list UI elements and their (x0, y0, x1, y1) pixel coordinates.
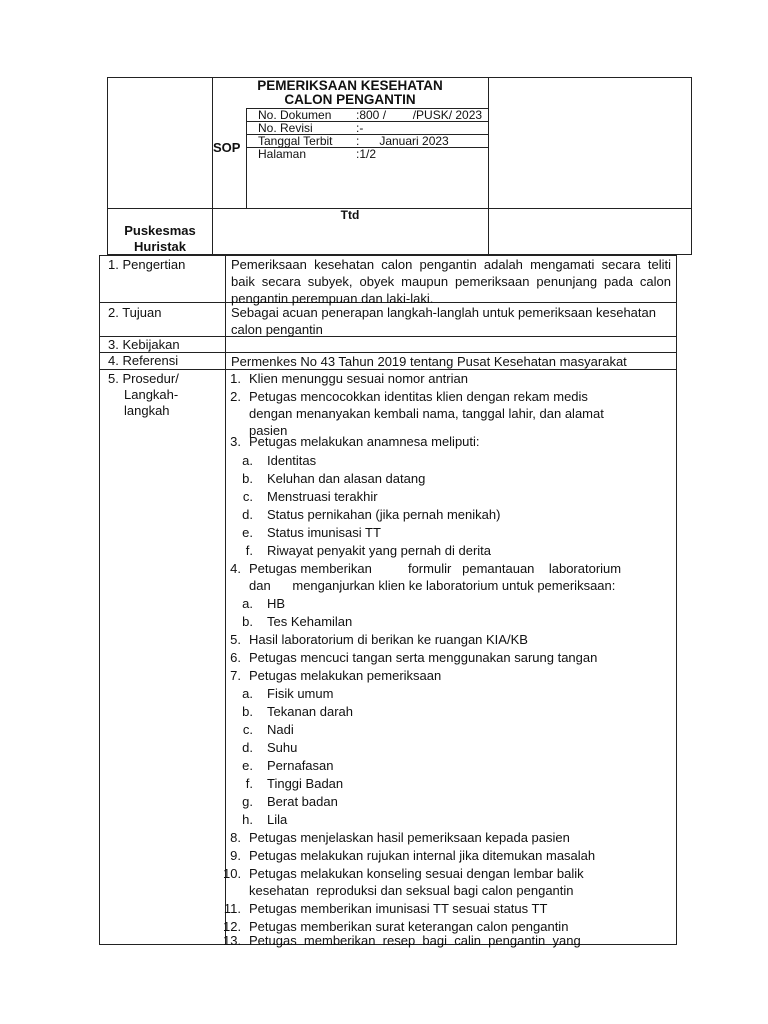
document-title (212, 78, 488, 107)
step-number: b. (242, 614, 253, 629)
step-number: 4. (230, 561, 241, 576)
step-number: b. (242, 704, 253, 719)
step-text: kesehatan reproduksi dan seksual bagi calon pengantin (249, 883, 574, 898)
step-number: 10. (223, 866, 242, 881)
step-text: Petugas memberikan resep bagi calin pengantin yang (249, 933, 581, 948)
step-text: Petugas memberikan formulir pemantauan laboratorium (249, 561, 622, 576)
step-text: Identitas (267, 453, 317, 468)
step-number: a. (242, 453, 253, 468)
step-text: Keluhan dan alasan datang (267, 471, 426, 486)
step-number: f. (245, 543, 253, 558)
step-text: Petugas memberikan imunisasi TT sesuai status TT (249, 901, 548, 916)
step-text: Tes Kehamilan (267, 614, 353, 629)
org-line-1: Puskesmas (124, 223, 196, 238)
step-number: 1. (230, 371, 241, 386)
step-text: Pernafasan (267, 758, 334, 773)
title-line-2: CALON PENGANTIN (284, 92, 416, 107)
sop-label: SOP (213, 140, 241, 155)
prosedur-label-line3: langkah (124, 403, 170, 418)
step-number: a. (242, 686, 253, 701)
step-text: pasien (249, 423, 288, 438)
step-number: 11. (223, 901, 241, 916)
title-line-1: PEMERIKSAAN KESEHATAN (257, 78, 443, 93)
step-text: Petugas melakukan rujukan internal jika ditemukan masalah (249, 848, 596, 863)
step-text: Lila (267, 812, 288, 827)
label-tujuan: 2. Tujuan (108, 305, 162, 320)
step-text: Berat badan (267, 794, 338, 809)
step-number: 2. (230, 389, 241, 404)
step-number: d. (242, 507, 253, 522)
prosedur-label-line2: Langkah- (124, 387, 179, 402)
step-number: h. (242, 812, 253, 827)
step-number: 5. (230, 632, 241, 647)
step-number: f. (245, 776, 253, 791)
step-text: Riwayat penyakit yang pernah di derita (267, 543, 492, 558)
label-prosedur (108, 371, 179, 419)
sop-header-table (107, 77, 692, 255)
step-text: Petugas melakukan pemeriksaan (249, 668, 442, 683)
meta-doc-number: No. Dokumen :800 / /PUSK/ 2023 (258, 108, 483, 122)
step-number: 9. (230, 848, 241, 863)
meta-page: Halaman :1/2 (258, 147, 377, 161)
step-text: Petugas melakukan konseling sesuai dengan lembar balik (249, 866, 584, 881)
step-text: Hasil laboratorium di berikan ke ruangan KIA/KB (249, 632, 528, 647)
meta-revision: No. Revisi :- (258, 121, 364, 135)
text-pengertian: Pemeriksaan kesehatan calon pengantin adalah mengamati secara teliti baik secara subyek, obyek maupun pemeriksaan penunjang pada calon pengantin perempuan dan laki-laki. (231, 257, 671, 306)
step-number: 8. (230, 830, 241, 845)
step-text: Suhu (267, 740, 298, 755)
step-text: Tekanan darah (267, 704, 354, 719)
label-referensi: 4. Referensi (108, 353, 179, 368)
text-tujuan: Sebagai acuan penerapan langkah-langlah untuk pemeriksaan kesehatan calon pengantin (231, 305, 656, 337)
label-kebijakan: 3. Kebijakan (108, 337, 180, 352)
step-text: Petugas melakukan anamnesa meliputi: (249, 434, 480, 449)
step-text: dengan menanyakan kembali nama, tanggal lahir, dan alamat (249, 406, 604, 421)
step-number: 6. (230, 650, 241, 665)
step-text: Petugas memberikan surat keterangan calon pengantin (249, 919, 569, 934)
step-text: Nadi (267, 722, 294, 737)
step-number: g. (242, 794, 253, 809)
org-line-2: Huristak (133, 239, 187, 254)
step-text: HB (267, 596, 286, 611)
step-text: Status imunisasi TT (267, 525, 381, 540)
step-text: Petugas mencuci tangan serta menggunakan sarung tangan (249, 650, 598, 665)
step-text: Petugas mencocokkan identitas klien dengan rekam medis (249, 389, 588, 404)
step-text: Menstruasi terakhir (267, 489, 378, 504)
prosedur-label-line1: 5. Prosedur/ (108, 371, 179, 386)
step-number: e. (242, 758, 253, 773)
step-text: Klien menunggu sesuai nomor antrian (249, 371, 468, 386)
step-number: c. (242, 722, 253, 737)
step-text: Tinggi Badan (267, 776, 344, 791)
step-number: 12. (223, 919, 242, 934)
step-text: Petugas menjelaskan hasil pemeriksaan kepada pasien (249, 830, 570, 845)
step-number: 3. (230, 434, 241, 449)
step-number: 13. (223, 933, 242, 948)
step-text: Fisik umum (267, 686, 334, 701)
sop-body-table (99, 255, 677, 948)
step-text: Status pernikahan (jika pernah menikah) (267, 507, 501, 522)
step-number: 7. (230, 668, 241, 683)
step-number: b. (242, 471, 253, 486)
step-number: c. (242, 489, 253, 504)
step-number: e. (242, 525, 253, 540)
signature-label: Ttd (340, 208, 360, 222)
step-number: a. (242, 596, 253, 611)
text-referensi: Permenkes No 43 Tahun 2019 tentang Pusat Kesehatan masyarakat (231, 354, 627, 369)
label-pengertian: 1. Pengertian (108, 257, 186, 272)
organization-name (108, 223, 212, 255)
step-text: dan menganjurkan klien ke laboratorium untuk pemeriksaan: (249, 578, 616, 593)
step-number: d. (242, 740, 253, 755)
meta-issue-date: Tanggal Terbit : Januari 2023 (258, 134, 449, 148)
